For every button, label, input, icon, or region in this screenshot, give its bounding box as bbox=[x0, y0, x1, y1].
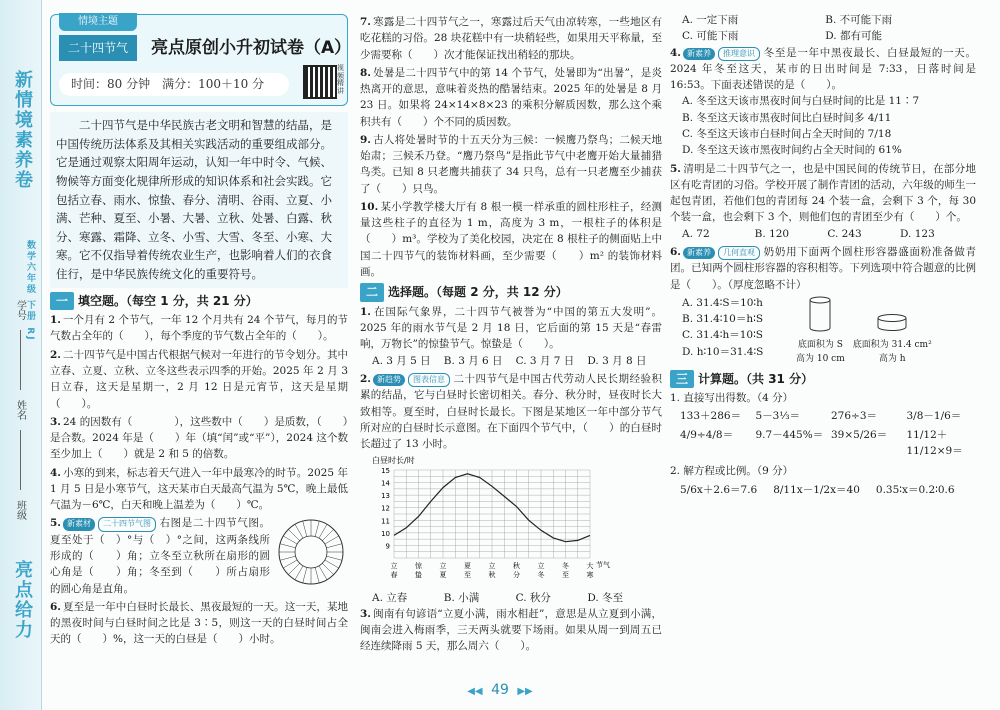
y-tick-label: 12 bbox=[381, 505, 390, 514]
page-footer bbox=[0, 680, 1000, 702]
y-tick-label: 15 bbox=[381, 467, 390, 476]
calc-item[interactable]: 4/9÷4/8＝ bbox=[680, 428, 734, 441]
question-item: 7. 寒露是二十四节气之一，寒露过后天气由凉转寒，一些地区有吃花糕的习俗。28 块花糕中有一块稍轻些，如果用天平称量，至少需要称（ ）次才能保证找出稍轻的那块。 bbox=[360, 16, 662, 61]
question-item: 5. 新素材 二十四节气图 右图是二十四节气图。夏至处于（ ）°与（ ）°之间，这两条线所形成的（ ）角；立冬至立秋所在扇形的圆心角是（ ）角；冬至到（ ）所占扇形的圆心角是直角。 bbox=[50, 515, 348, 596]
title-box bbox=[50, 14, 352, 106]
cylinder-left-area: 底面积为 S bbox=[797, 339, 843, 350]
equation-item[interactable]: 0.35∶x＝0.2∶0.6 bbox=[875, 483, 955, 496]
calc-item[interactable]: 11/12＋11/12×9＝ bbox=[906, 428, 963, 457]
x-tick-label: 立 bbox=[439, 562, 447, 571]
options bbox=[670, 295, 790, 367]
cylinder-left-height: 高为 10 cm bbox=[796, 353, 845, 364]
x-tick-label: 立 bbox=[537, 562, 545, 571]
context-tag: 情境主题 bbox=[59, 13, 137, 31]
x-tick-label: 惊 bbox=[415, 562, 422, 571]
compass-spoke bbox=[295, 525, 303, 539]
section-number-icon: 一 bbox=[50, 292, 74, 311]
option[interactable]: C. 冬至这天该市白昼时间占全天时间的 7/18 bbox=[682, 127, 892, 140]
x-tick-label: 冬 bbox=[537, 571, 545, 580]
compass-spoke bbox=[322, 564, 333, 575]
compass-spoke bbox=[319, 566, 327, 580]
x-tick-label: 至 bbox=[464, 571, 471, 580]
question-item: 5. 清明是二十四节气之一，也是中国民间的传统节日，在部分地区有吃青团的习俗。学校开展了制作青团的活动，六年级的师生一起包青团，若他们包的青团每 24 个装一盒，会剩下 3 个，每 30 个装一盒，也会剩下 3 个，则他们包的青团至少有（ ）个。 A. 72 B. 120 C. 243 D. 123 bbox=[670, 161, 976, 242]
theme-label: 二十四节气 bbox=[59, 35, 137, 61]
option[interactable]: A. 3 月 5 日 bbox=[372, 354, 431, 367]
section-title: 选择题。（每题 2 分，共 12 分） bbox=[388, 285, 568, 300]
y-tick-label: 9 bbox=[385, 542, 390, 551]
field-name: 姓名 bbox=[14, 400, 26, 420]
compass-spoke bbox=[322, 530, 333, 541]
field-line bbox=[20, 430, 21, 490]
y-tick-label: 11 bbox=[381, 517, 390, 526]
question-item: 4. 新素养 推理意识 冬至是一年中黑夜最长、白昼最短的一天。2024 年冬至这天，某市的日出时间是 7:33，日落时间是 16:53。下面表述错误的是（ ）。 A. 冬至这天该市黑夜时间与白昼时间的比是 11∶7 B. 冬至这天该市黑夜时间比白昼时间多 4/11 C. 冬至这天该市白昼时间占全天时间的 7/18 D. 冬至这天该市黑夜时间约占全天时间的 61% bbox=[670, 45, 976, 159]
compass-spoke bbox=[319, 525, 327, 539]
compass-spoke bbox=[315, 521, 319, 536]
calc-item[interactable]: 276÷3＝ bbox=[831, 410, 878, 423]
section-number-icon: 二 bbox=[360, 283, 384, 302]
intro-paragraph: 二十四节气是中华民族古老文明和智慧的结晶，是中国传统历法体系及其相关实践活动的重要组成部分。它是通过观察太阳周年运动，认知一年中时令、气候、物候等方面变化规律所形成的知识体系和社会实践。它包括立春、雨水、惊蛰、春分、清明、谷雨、立夏、小满、芒种、夏至、小暑、大暑、立秋、处暑、白露、秋分、寒露、霜降、立冬、小雪、大雪、冬至、小寒、大寒。它不仅指导着传统农业生产，也影响着人们的衣食住行，是中华民族传统文化的重要符号。 bbox=[50, 112, 348, 288]
compass-spoke bbox=[295, 566, 303, 580]
question-item: 3. 24 的因数有（ ），这些数中（ ）是质数，（ ）是合数。2024 年是（ ）年（填“闰”或“平”），2024 这个数至少加上（ ）就是 2 和 5 的倍数。 bbox=[50, 415, 348, 461]
new-trend-badge: 新趋势 bbox=[373, 374, 405, 386]
question-item: 10. 某小学教学楼大厅有 8 根一模一样承重的圆柱形柱子，经测量这些柱子的直径为 1 m，高度为 3 m，一根柱子的体积是（ ）m³。学校为了美化校园，决定在 8 根柱子的侧面贴上中国二十四节气的装饰材料画，至少需要（ ）m² 的装饰材料画。 bbox=[360, 200, 662, 278]
topic-badge: 图表信息 bbox=[408, 373, 450, 387]
option[interactable]: A. 冬至这天该市黑夜时间与白昼时间的比是 11∶7 bbox=[682, 95, 920, 108]
brand-title: 新情境素养卷 bbox=[12, 70, 33, 190]
x-tick-label: 春 bbox=[390, 571, 398, 580]
question-item: 8. 处暑是二十四节气中的第 14 个节气，处暑即为“出暑”，是炎热离开的意思，意味着炎热的酷暑结束。2025 年的处暑是 8 月 23 日。如果将 24×14×8×23 的乘积分解质因数，那么这个乘积共有（ ）个不同的质因数。 bbox=[360, 66, 662, 128]
field-student-id: 学号 bbox=[14, 300, 26, 320]
cylinder-figures bbox=[796, 295, 932, 367]
short-cylinder-icon bbox=[875, 313, 909, 333]
x-tick-label: 立 bbox=[390, 562, 398, 571]
compass-spoke bbox=[303, 521, 307, 536]
option[interactable]: B. 不可能下雨 bbox=[825, 14, 893, 26]
calc-item[interactable]: 3/8－1/6＝ bbox=[906, 410, 962, 423]
option[interactable]: A. 一定下雨 bbox=[682, 14, 739, 26]
field-class: 班级 bbox=[14, 500, 26, 520]
options bbox=[670, 93, 976, 158]
x-tick-label: 寒 bbox=[586, 571, 594, 580]
paper-title: 亮点原创小升初试卷（A） bbox=[151, 38, 352, 58]
prev-arrow-icon[interactable]: ◀◀ bbox=[467, 686, 483, 698]
options bbox=[670, 12, 976, 45]
q6-body bbox=[670, 295, 976, 367]
question-item: 9. 古人将处暑时节的十五天分为三候：一候鹰乃祭鸟；二候天地始肃；三候禾乃登。“鹰乃祭鸟”是指此节气中老鹰开始大量捕猎鸟类。已知 8 只老鹰共捕获了 34 只鸟，总有一只老鹰至少捕获了（ ）只鸟。 bbox=[360, 133, 662, 195]
equation-row bbox=[670, 482, 976, 498]
question-item: 1. 在国际气象界，二十四节气被誉为“中国的第五大发明”。2025 年的雨水节气是 2 月 18 日，它后面的第 15 天是“春雷响，万物长”的惊蛰节气。惊蛰是（ ）。 A. 3 月 5 日 B. 3 月 6 日 C. 3 月 7 日 D. 3 月 8 日 bbox=[360, 304, 662, 369]
question-item: 6. 新素养 几何直观 奶奶用下面两个圆柱形容器盛面粉准备做青团。已知两个圆柱形容器的容积相等。下列选项中符合题意的比例是（ ）。（厚度忽略不计） bbox=[670, 245, 976, 291]
option[interactable]: A. 31.4∶S＝10∶h bbox=[682, 296, 763, 309]
section-title: 计算题。（共 31 分） bbox=[698, 371, 814, 386]
next-arrow-icon[interactable]: ▶▶ bbox=[517, 686, 533, 698]
option[interactable]: D. 冬至 bbox=[587, 591, 624, 604]
option[interactable]: D. 3 月 8 日 bbox=[587, 354, 647, 367]
calc-item[interactable]: 133＋286＝ bbox=[680, 410, 742, 423]
option[interactable]: D. 都有可能 bbox=[825, 30, 882, 43]
calc-q1-title: 1. 直接写出得数。（4 分） bbox=[670, 392, 794, 405]
compass-spoke bbox=[326, 544, 341, 548]
x-tick-label: 秋 bbox=[513, 562, 520, 571]
option[interactable]: C. 3 月 7 日 bbox=[515, 354, 575, 367]
cylinder-right-height: 高为 h bbox=[878, 353, 906, 364]
x-tick-label: 冬 bbox=[562, 562, 569, 571]
daylight-chart bbox=[368, 454, 662, 589]
calc-item[interactable]: 39×5/26＝ bbox=[831, 428, 888, 441]
topic-badge: 几何直观 bbox=[718, 246, 760, 260]
section-number-icon: 三 bbox=[670, 370, 694, 389]
calc-item[interactable]: 9.7－445%＝ bbox=[755, 428, 824, 441]
question-item: 4. 小寒的到来，标志着天气进入一年中最寒冷的时节。2025 年 1 月 5 日是小寒节气，这天某市白天最高气温为 5℃，晚上最低气温为－6℃，白天和晚上温差为（ ）℃。 bbox=[50, 466, 348, 512]
compass-spoke bbox=[283, 536, 297, 544]
cylinder-right bbox=[853, 313, 932, 367]
qr-code-icon[interactable] bbox=[303, 65, 337, 99]
question-item: 1. 一个月有 2 个节气，一年 12 个月共有 24 个节气，每月的节气数占全年的（ ），每个季度的节气数占全年的（ ）。 bbox=[50, 314, 348, 343]
chart-xlabel: 节气 bbox=[596, 561, 610, 570]
option[interactable]: B. 小满 bbox=[443, 591, 480, 604]
options bbox=[360, 353, 662, 369]
option[interactable]: C. 31.4∶h＝10∶S bbox=[682, 329, 763, 342]
calc-item[interactable]: 5－3⅓＝ bbox=[755, 410, 801, 423]
column-1 bbox=[50, 14, 352, 650]
chart-ylabel: 白昼时长/时 bbox=[372, 456, 415, 466]
compass-spoke bbox=[280, 557, 295, 561]
brand-subtitle: 数学六年级 下册 RJ bbox=[25, 240, 35, 342]
cylinder-left bbox=[796, 295, 845, 367]
x-tick-label: 夏 bbox=[464, 562, 471, 571]
y-tick-label: 13 bbox=[381, 492, 390, 501]
topic-badge: 二十四节气图 bbox=[98, 517, 156, 531]
section-fill bbox=[50, 292, 348, 311]
section-title: 填空题。（每空 1 分，共 21 分） bbox=[78, 293, 258, 308]
column-3 bbox=[670, 14, 976, 498]
column-2 bbox=[360, 14, 662, 657]
options bbox=[360, 590, 662, 606]
options bbox=[670, 226, 976, 242]
compass-spoke bbox=[288, 530, 299, 541]
compass-spoke bbox=[315, 568, 319, 583]
calc-grid bbox=[670, 408, 976, 459]
x-tick-label: 分 bbox=[513, 571, 520, 580]
daylight-line-chart bbox=[368, 454, 618, 584]
option[interactable]: A. 立春 bbox=[372, 591, 408, 604]
cylinder-right-area: 底面积为 31.4 cm² bbox=[852, 339, 932, 350]
option[interactable]: C. 秋分 bbox=[515, 591, 551, 604]
y-tick-label: 14 bbox=[381, 479, 390, 488]
equation-item[interactable]: 5/6x＋2.6＝7.6 bbox=[680, 483, 758, 496]
option[interactable]: C. 可能下雨 bbox=[682, 30, 739, 43]
x-tick-label: 蛰 bbox=[415, 571, 422, 580]
question-item: 3. 闽南有句谚语“立夏小满，雨水相赶”，意思是从立夏到小满，闽南会进入梅雨季，三天两头就要下场雨。如果从周一到周五已经连续降雨 5 天，那么周六（ ）。 bbox=[360, 607, 662, 653]
section-choice bbox=[360, 283, 662, 302]
field-line bbox=[20, 330, 21, 390]
topic-badge: 推理意识 bbox=[718, 47, 760, 61]
option[interactable]: B. 31.4∶10＝h∶S bbox=[682, 313, 764, 326]
compass-spoke bbox=[325, 536, 339, 544]
qr-label: 视频精讲 bbox=[337, 64, 344, 96]
question-item: 6. 夏至是一年中白昼时长最长、黑夜最短的一天。这一天，某地的黑夜时间与白昼时间之比是 3∶5，则这一天的白昼时间占全天的（ ）%，这一天的白昼是（ ）小时。 bbox=[50, 600, 348, 646]
compass-spoke bbox=[303, 568, 307, 583]
time-score: 时间：80 分钟 满分：100＋10 分 bbox=[59, 73, 289, 96]
x-tick-label: 夏 bbox=[439, 571, 447, 580]
compass-spoke bbox=[288, 564, 299, 575]
compass-spoke bbox=[283, 560, 297, 568]
x-tick-label: 至 bbox=[562, 571, 569, 580]
new-material-badge: 新素材 bbox=[63, 518, 95, 530]
option[interactable]: D. h∶10＝31.4∶S bbox=[682, 345, 764, 358]
binding-strip bbox=[0, 0, 42, 710]
equation-item[interactable]: 8/11x－1/2x＝40 bbox=[773, 483, 860, 496]
option[interactable]: A. 72 bbox=[682, 227, 710, 240]
option[interactable]: C. 243 bbox=[827, 227, 862, 240]
x-tick-label: 秋 bbox=[488, 571, 496, 580]
question-item: 2. 二十四节气是中国古代根据气候对一年进行的节令划分。其中立春、立夏、立秋、立冬这些表示四季的开始。2025 年 2 月 3 日立春，这天是星期一，2 月 12 日是元宵节，这天是星期（ ）。 bbox=[50, 348, 348, 410]
calc-q2-title: 2. 解方程或比例。（9 分） bbox=[670, 465, 794, 478]
compass-spoke bbox=[326, 557, 341, 561]
x-tick-label: 大 bbox=[586, 562, 594, 571]
brand-slogan: 亮点给力 bbox=[12, 560, 33, 640]
new-literacy-badge: 新素养 bbox=[683, 48, 715, 60]
tall-cylinder-icon bbox=[807, 295, 833, 333]
compass-spoke bbox=[325, 560, 339, 568]
option[interactable]: D. 123 bbox=[900, 227, 935, 240]
option[interactable]: D. 冬至这天该市黑夜时间约占全天时间的 61% bbox=[682, 144, 902, 157]
new-literacy-badge: 新素养 bbox=[683, 247, 715, 259]
compass-spoke bbox=[280, 544, 295, 548]
option[interactable]: B. 120 bbox=[754, 227, 790, 240]
option[interactable]: B. 冬至这天该市黑夜时间比白昼时间多 4/11 bbox=[682, 111, 892, 124]
solar-terms-compass-icon bbox=[276, 517, 346, 587]
option[interactable]: B. 3 月 6 日 bbox=[443, 354, 503, 367]
x-tick-label: 立 bbox=[488, 562, 496, 571]
question-item: 2. 新趋势 图表信息 二十四节气是中国古代劳动人民长期经验积累的结晶，它与白昼时长密切相关。春分、秋分时，昼夜时长大致相等。夏至时，白昼时长最长。下图是某地区一年中部分节气所对应的白昼时长示意图。在下面四个节气中，（ ）的白昼时长超过了 13 小时。 bbox=[360, 372, 662, 451]
section-calc bbox=[670, 370, 976, 389]
y-tick-label: 10 bbox=[381, 530, 390, 539]
page-number: 49 bbox=[491, 682, 509, 699]
